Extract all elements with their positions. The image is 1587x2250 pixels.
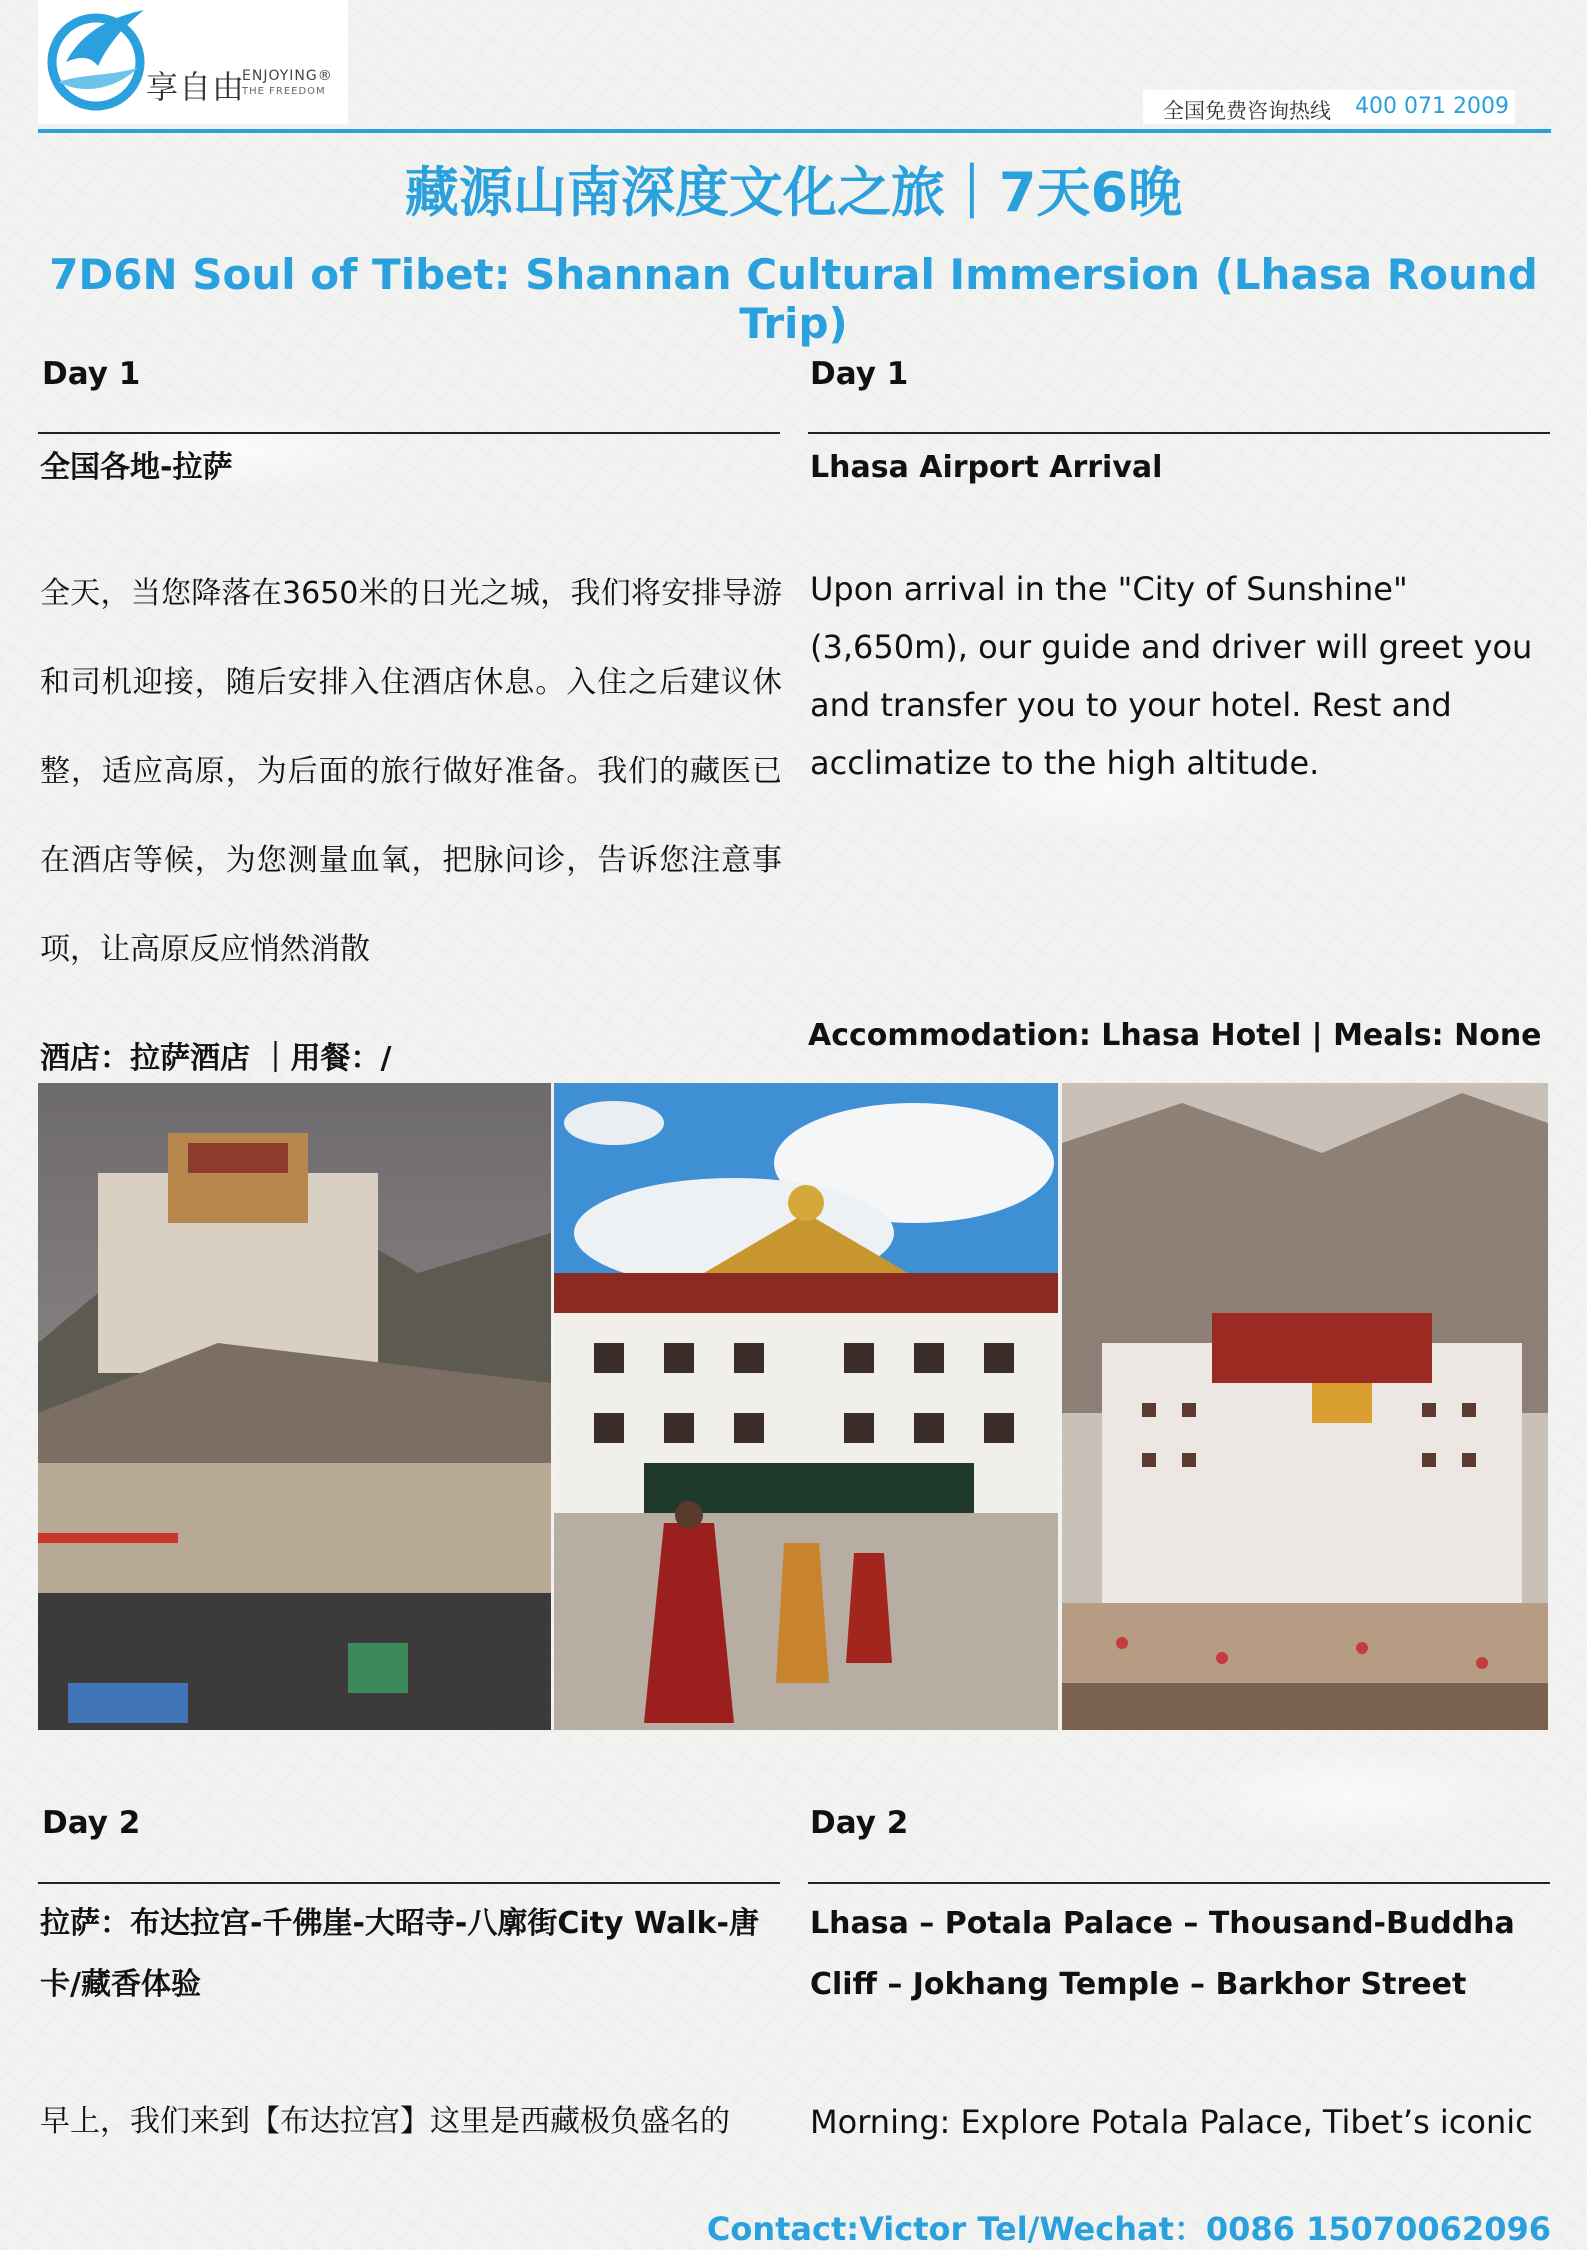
page-title-en: 7D6N Soul of Tibet: Shannan Cultural Immersion (Lhasa Round Trip)	[49, 250, 1538, 348]
day1-label-en: Day 1	[810, 356, 909, 392]
day2-label-en: Day 2	[810, 1805, 909, 1841]
day2-heading-en: Lhasa – Potala Palace – Thousand-Buddha Cliff – Jokhang Temple – Barkhor Street	[810, 1906, 1515, 2002]
day1-meta-en: Accommodation: Lhasa Hotel | Meals: None	[808, 1018, 1542, 1053]
potala-palace-mountain-photo	[1062, 1083, 1548, 1730]
day1-body-en: Upon arrival in the "City of Sunshine" (3,650m), our guide and driver will greet you and transfer you to your hotel. Rest and acclimatize to the high altitude.	[810, 570, 1533, 782]
day2-heading-cn: 拉萨：布达拉宫-千佛崖-大昭寺-八廓街City Walk-唐卡/藏香体验	[40, 1906, 759, 2002]
day1-divider-cn	[38, 432, 780, 434]
day2-divider-en	[808, 1882, 1550, 1884]
potala-palace-city-photo	[38, 1083, 551, 1730]
header-divider	[38, 129, 1551, 133]
brand-name-cn: 享自由	[146, 68, 246, 106]
hotline-banner	[1143, 90, 1515, 124]
day2-body-cn: 早上，我们来到【布达拉宫】这里是西藏极负盛名的	[40, 2104, 730, 2139]
jokhang-temple-monks-photo	[554, 1083, 1058, 1730]
day1-heading-en: Lhasa Airport Arrival	[810, 450, 1163, 485]
day2-body-en: Morning: Explore Potala Palace, Tibet’s iconic	[810, 2103, 1533, 2141]
dolphin-logo-icon	[46, 4, 146, 116]
hotline-label: 全国免费咨询热线	[1163, 99, 1331, 123]
brand-name-en: ENJOYING®	[242, 68, 333, 84]
contact-info[interactable]: Contact:Victor Tel/Wechat：0086 15070062096	[706, 2210, 1551, 2248]
page-title-cn: 藏源山南深度文化之旅｜7天6晚	[404, 161, 1183, 224]
day1-divider-en	[808, 432, 1550, 434]
day1-heading-cn: 全国各地-拉萨	[40, 450, 233, 485]
day2-divider-cn	[38, 1882, 780, 1884]
day1-meta-cn: 酒店：拉萨酒店 ｜用餐：/	[40, 1041, 392, 1076]
day2-label-cn: Day 2	[42, 1805, 141, 1841]
day1-label-cn: Day 1	[42, 356, 141, 392]
hotline-number[interactable]: 400 071 2009	[1355, 94, 1509, 119]
day1-body-cn: 全天，当您降落在3650米的日光之城，我们将安排导游和司机迎接，随后安排入住酒店休息。入住之后建议休整，适应高原，为后面的旅行做好准备。我们的藏医已在酒店等候，为您测量血氧，把脉问诊，告诉您注意事项，让高原反应悄然消散	[40, 576, 782, 967]
brand-tagline-en: THE FREEDOM	[242, 86, 326, 97]
brand-logo	[38, 0, 348, 124]
